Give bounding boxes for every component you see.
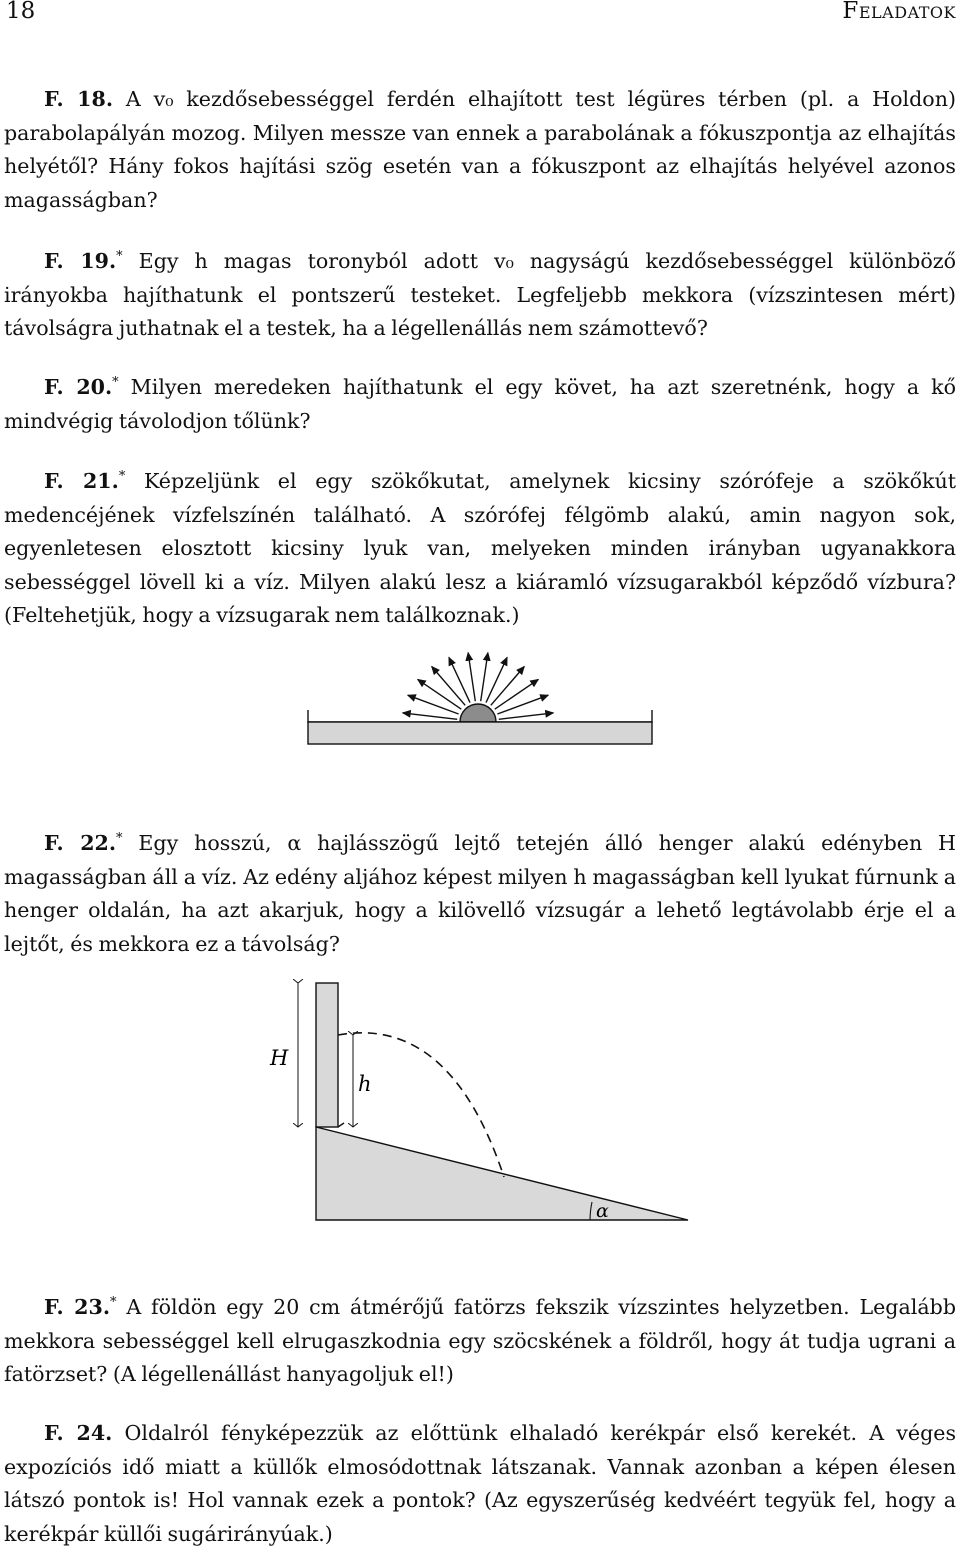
problem-label: F. 19.: [44, 249, 117, 273]
cylinder-base: [338, 1123, 344, 1127]
label-h: h: [358, 1072, 372, 1096]
nozzle-hemisphere: [460, 704, 496, 722]
problem-label: F. 20.: [44, 375, 113, 399]
problem-star: *: [118, 469, 126, 484]
problem-f23: [4, 1286, 956, 1392]
problem-star: *: [110, 1295, 117, 1310]
water-jet-arrow: [408, 695, 459, 714]
label-alpha: α: [596, 1200, 609, 1222]
water-jet-arrow: [497, 695, 548, 714]
water-jet-arrow: [449, 657, 470, 702]
problem-star: *: [116, 831, 123, 846]
problem-text: Egy hosszú, α hajlásszögű lejtő tetején álló henger alakú edényben H magasságban áll a víz. Az edény aljához képest milyen h magasságban kell lyukat fúrnunk a henger oldalán, ha azt akarjuk, hogy a kilövellő vízsugár a lehető legtávolabb érje el a lejtőt, és mekkora ez a távolság?: [4, 831, 957, 956]
problem-text: A v₀ kezdősebességgel ferdén elhajított test légüres térben (pl. a Holdon) parabolapályán mozog. Milyen messze van ennek a parabolának a fókuszpontja az elhajítás helyétől? Hány fokos hajítási szög esetén van a fókuszpont az elhajítás helyével azonos magasságban?: [4, 87, 957, 212]
page-number: 18: [6, 0, 36, 24]
problem-text: Oldalról fényképezzük az előttünk elhaladó kerékpár első kerekét. A véges expozíciós idő miatt a küllők elmosódottnak látszanak. Vannak azonban a képen élesen látszó pontok is! Hol vannak ezek a pontok? (Az egyszerűség kedvéért tegyük fel, hogy a kerékpár küllői sugárirányúak.): [4, 1421, 957, 1546]
problem-f21: [4, 460, 956, 633]
problem-f22: [4, 822, 956, 961]
water-jet-arrow: [491, 667, 525, 706]
water-jet-arrow: [418, 679, 462, 709]
problem-text: A földön egy 20 cm átmérőjű fatörzs fekszik vízszintes helyzetben. Legalább mekkora sebességgel kell elrugaszkodnia egy szöcskének a földről, hogy át tudja ugrani a fatörzset? (A légellenállást hanyagoljuk el!): [4, 1295, 957, 1387]
problem-star: *: [112, 375, 119, 390]
water-jet-arrow: [495, 679, 539, 709]
problem-label: F. 23.: [44, 1295, 110, 1319]
fountain-figure: [300, 640, 660, 750]
problem-text: Egy h magas toronyból adott v₀ nagyságú kezdősebességgel különböző irányokba hajíthatunk el pontszerű testeket. Legfeljebb mekkora (vízszintesen mért) távolságra juthatnak el a testek, ha a légellenállás nem számottevő?: [4, 249, 957, 341]
slope-figure: [260, 975, 700, 1235]
water-jet-arrow: [499, 713, 554, 719]
cylinder-water: [316, 983, 338, 1127]
problem-f24: [4, 1412, 956, 1551]
problem-star: *: [116, 249, 123, 264]
problem-label: F. 21.: [44, 469, 119, 493]
problem-label: F. 22.: [44, 831, 117, 855]
water-jet-arrow: [403, 713, 458, 719]
problem-text: Képzeljünk el egy szökőkutat, amelynek kicsiny szórófeje a szökőkút medencéjének vízfelszínén található. A szórófej félgömb alakú, amin nagyon sok, egyenletesen elosztott kicsiny lyuk van, melyeken minden irányban ugyanakkora sebességgel lövell ki a víz. Milyen alakú lesz a kiáramló vízsugarakból képződő vízbura? (Feltehetjük, hogy a vízsugarak nem találkoznak.): [4, 469, 957, 628]
problem-text: Milyen meredeken hajíthatunk el egy követ, ha azt szeretnénk, hogy a kő mindvégig távolodjon tőlünk?: [4, 375, 956, 433]
label-H: H: [270, 1046, 289, 1070]
water-jet-arrow: [432, 667, 466, 706]
incline: [316, 1127, 688, 1220]
section-title: Feladatok: [842, 0, 956, 24]
water-jet-arrow: [486, 657, 507, 702]
problem-label: F. 24.: [44, 1421, 113, 1445]
problem-label: F. 18.: [44, 87, 114, 111]
problem-f19: [4, 240, 956, 346]
basin-water: [308, 722, 652, 744]
problem-f20: [4, 366, 956, 438]
water-jet-arrow: [481, 653, 488, 702]
water-jet-arrow: [468, 653, 475, 702]
problem-f18: [4, 78, 956, 217]
